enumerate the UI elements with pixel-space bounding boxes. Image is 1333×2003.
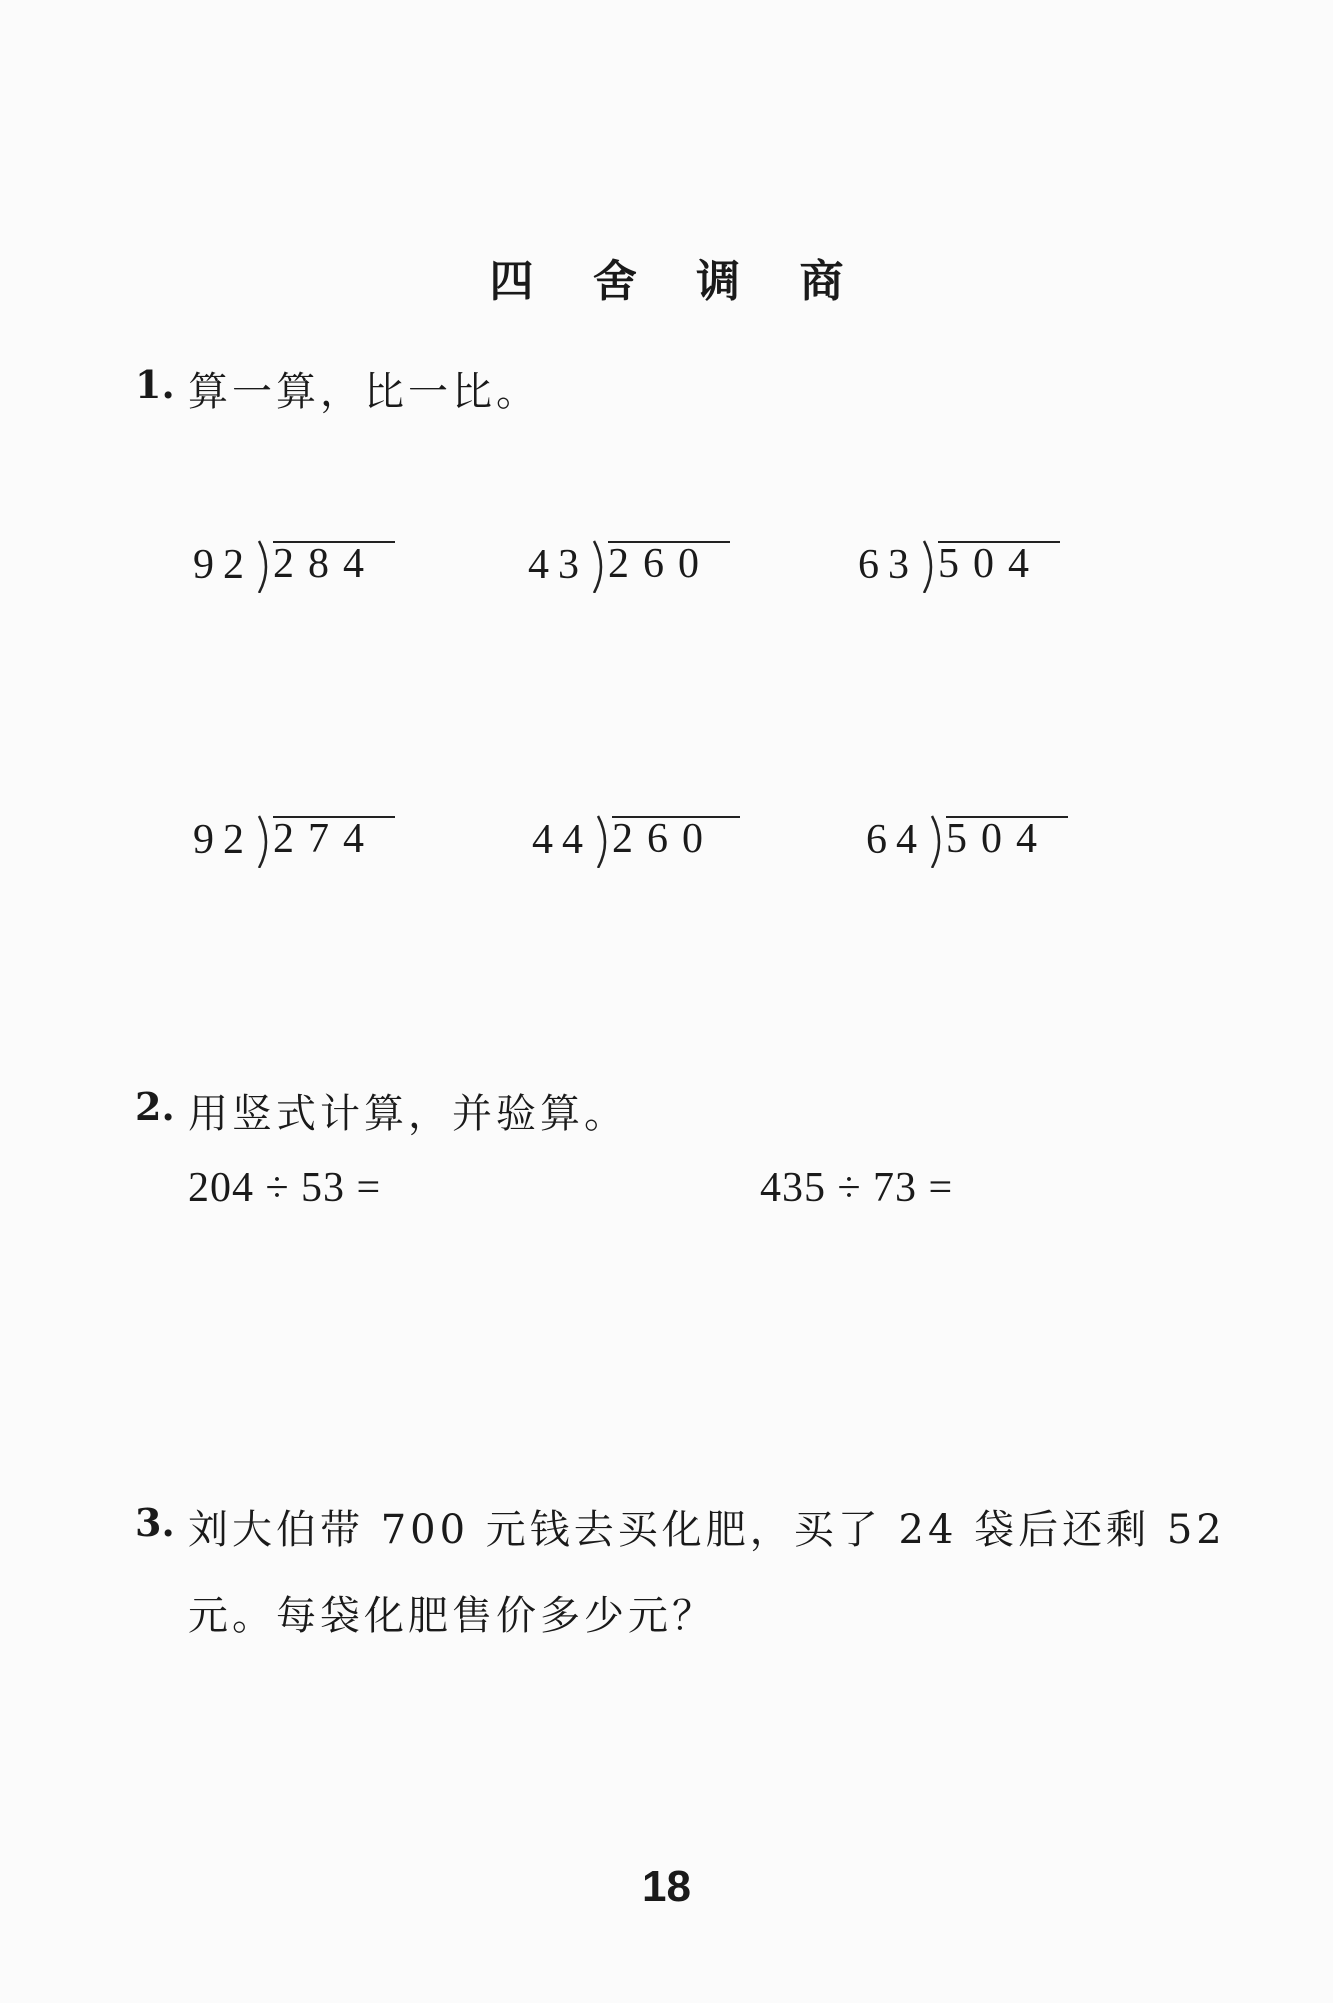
question-3-number: 3. <box>135 1500 175 1545</box>
divisor: 44 <box>532 817 592 863</box>
dividend: 274 <box>273 816 395 860</box>
equation-435-div-73: 435 ÷ 73 = <box>760 1165 954 1211</box>
divisor: 92 <box>193 542 253 588</box>
question-1-text: 算一算，比一比。 <box>188 369 540 415</box>
dividend: 504 <box>938 541 1060 585</box>
equation-204-div-53: 204 ÷ 53 = <box>188 1165 382 1211</box>
question-2-number: 2. <box>135 1084 175 1129</box>
dividend: 284 <box>273 541 395 585</box>
page-title: 四 舍 调 商 <box>489 256 866 307</box>
dividend: 504 <box>946 816 1068 860</box>
dividend: 260 <box>608 541 730 585</box>
divisor: 63 <box>858 542 918 588</box>
page-number: 18 <box>642 1862 691 1911</box>
question-3-line-2: 元。每袋化肥售价多少元？ <box>188 1593 716 1639</box>
divisor: 43 <box>528 542 588 588</box>
question-3-line-1: 刘大伯带 700 元钱去买化肥，买了 24 袋后还剩 52 <box>188 1507 1226 1553</box>
question-1-number: 1. <box>135 362 175 407</box>
question-2-text: 用竖式计算，并验算。 <box>188 1091 628 1137</box>
divisor: 64 <box>866 817 926 863</box>
divisor: 92 <box>193 817 253 863</box>
dividend: 260 <box>612 816 740 860</box>
